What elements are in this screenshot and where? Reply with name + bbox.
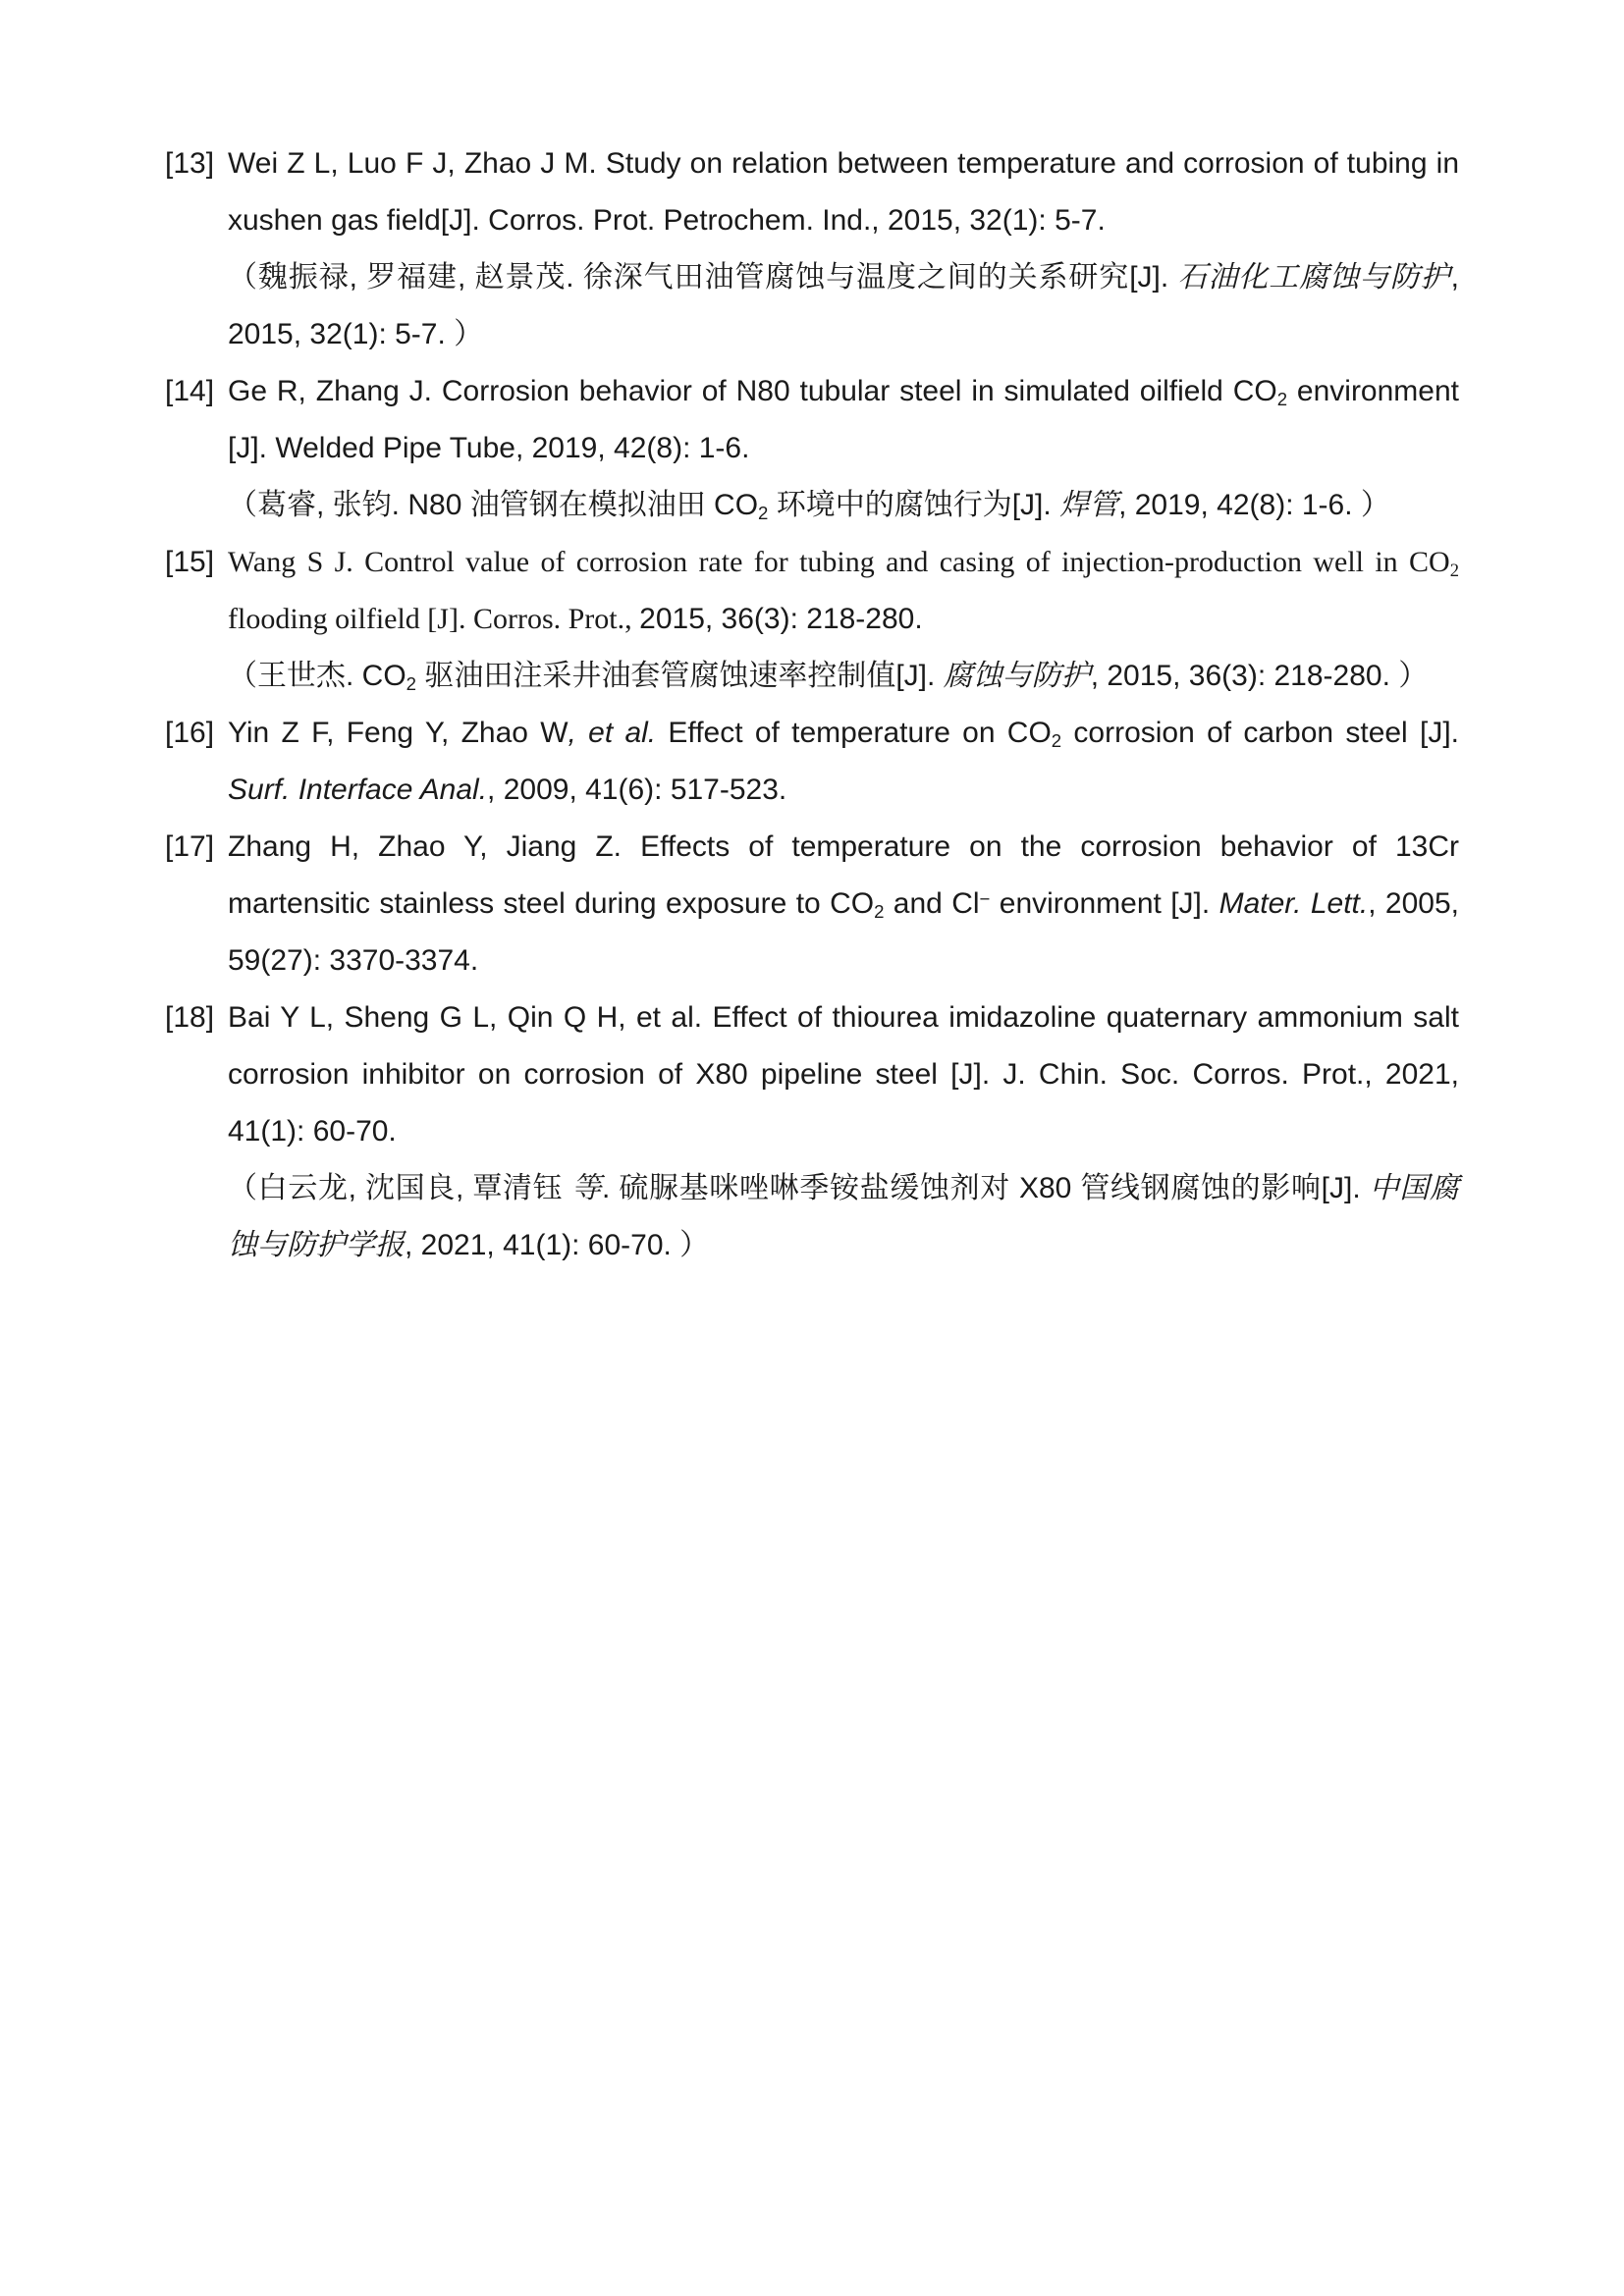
text-segment: , 2019, 42(8): 1-6. ） [1118,489,1390,521]
reference-body [228,363,1459,534]
text-segment: 2015, 36(3): 218-280. [639,603,923,635]
text-segment: 2 [874,901,885,923]
reference-paragraph-en [228,534,1459,648]
text-segment: 2 [1276,389,1288,410]
text-segment: Ge R, Zhang J. Corrosion behavior of N80 tubular steel in simulated oilfield CO [228,375,1277,407]
text-segment: Mater. Lett. [1218,887,1369,920]
text-segment: Bai Y L, Sheng G L, Qin Q H, et al. Effect of thiourea imidazoline quaternary ammonium salt corrosion inhibitor on corrosion of X80 pipeline steel [J]. J. Chin. Soc. Corros. Prot., 2021, 41(1): 60-70. [228,1001,1459,1148]
reference-entry [165,534,1459,705]
reference-paragraph-en [228,989,1459,1160]
text-segment: （魏振禄, 罗福建, 赵景茂. 徐深气田油管腐蚀与温度之间的关系研究[J]. [228,261,1178,294]
reference-paragraph-en [228,819,1459,989]
reference-paragraph-cn [228,249,1459,363]
text-segment: corrosion of carbon steel [J]. [1061,717,1460,749]
reference-entry [165,705,1459,819]
text-segment: 环境中的腐蚀行为[J]. [768,489,1060,521]
reference-entry [165,135,1459,363]
text-segment: , 2021, 41(1): 60-70. ） [405,1229,710,1261]
reference-body [228,135,1459,363]
reference-number: [17] [165,830,215,863]
text-segment: 驱油田注采井油套管腐蚀速率控制值[J]. [416,660,944,692]
reference-paragraph-en [228,135,1459,249]
text-segment: and Cl [884,887,980,920]
text-segment: Wang S J. Control value of corrosion rate for tubing and casing of injection-production well in CO [228,546,1450,578]
reference-body [228,989,1459,1274]
reference-paragraph-cn [228,648,1459,705]
text-segment: 2 [1449,561,1459,582]
text-segment: , 2009, 41(6): 517-523. [487,774,787,806]
reference-paragraph-en [228,705,1459,819]
reference-number: [14] [165,375,215,407]
text-segment: , 2015, 36(3): 218-280. ） [1090,660,1429,692]
text-segment: Zhang H, Zhao Y, Jiang Z. Effects of temperature on the corrosion behavior of 13Cr martensitic stainless steel during exposure to CO [228,830,1459,920]
text-segment: 2 [758,503,769,524]
reference-body [228,705,1459,819]
text-segment: 腐蚀与防护 [943,660,1091,692]
text-segment: , et al. [568,717,657,749]
text-segment: （葛睿, 张钧. N80 油管钢在模拟油田 CO [228,489,759,521]
text-segment: 等 [571,1172,602,1204]
reference-entry [165,363,1459,534]
text-segment: , 2005, 59(27): 3370-3374. [228,887,1459,977]
reference-number: [13] [165,147,215,180]
text-segment: 2 [1051,730,1062,752]
reference-body [228,819,1459,989]
reference-number: [16] [165,717,215,749]
text-segment: （王世杰. CO [228,660,406,692]
reference-number: [15] [165,546,215,578]
text-segment: environment [J]. [990,887,1219,920]
reference-entry [165,989,1459,1274]
text-segment: 中国腐蚀与防护学报 [228,1172,1460,1261]
reference-paragraph-en [228,363,1459,477]
reference-entry [165,819,1459,989]
text-segment: . 硫脲基咪唑啉季铵盐缓蚀剂对 X80 管线钢腐蚀的影响[J]. [602,1172,1370,1204]
text-segment: − [979,887,991,909]
text-segment: Yin Z F, Feng Y, Zhao W [228,717,568,749]
reference-number: [18] [165,1001,215,1034]
text-segment: flooding oilfield [J]. Corros. Prot., [228,603,640,635]
reference-body [228,534,1459,705]
reference-paragraph-cn [228,1160,1459,1274]
reference-list [165,135,1459,1274]
text-segment: 焊管 [1059,489,1119,521]
text-segment: Surf. Interface Anal. [228,774,488,806]
text-segment: 2 [406,673,417,695]
text-segment: 石油化工腐蚀与防护 [1177,261,1451,294]
text-segment: , 2015, 32(1): 5-7. ） [228,261,1459,350]
reference-paragraph-cn [228,477,1459,534]
text-segment: Effect of temperature on CO [656,717,1052,749]
text-segment: （白云龙, 沈国良, 覃清钰 [228,1172,572,1204]
text-segment: Wei Z L, Luo F J, Zhao J M. Study on relation between temperature and corrosion of tubing in xushen gas field[J]. Corros. Prot. Petrochem. Ind., 2015, 32(1): 5-7. [228,147,1459,237]
text-segment: environment [J]. Welded Pipe Tube, 2019, 42(8): 1-6. [228,375,1459,464]
